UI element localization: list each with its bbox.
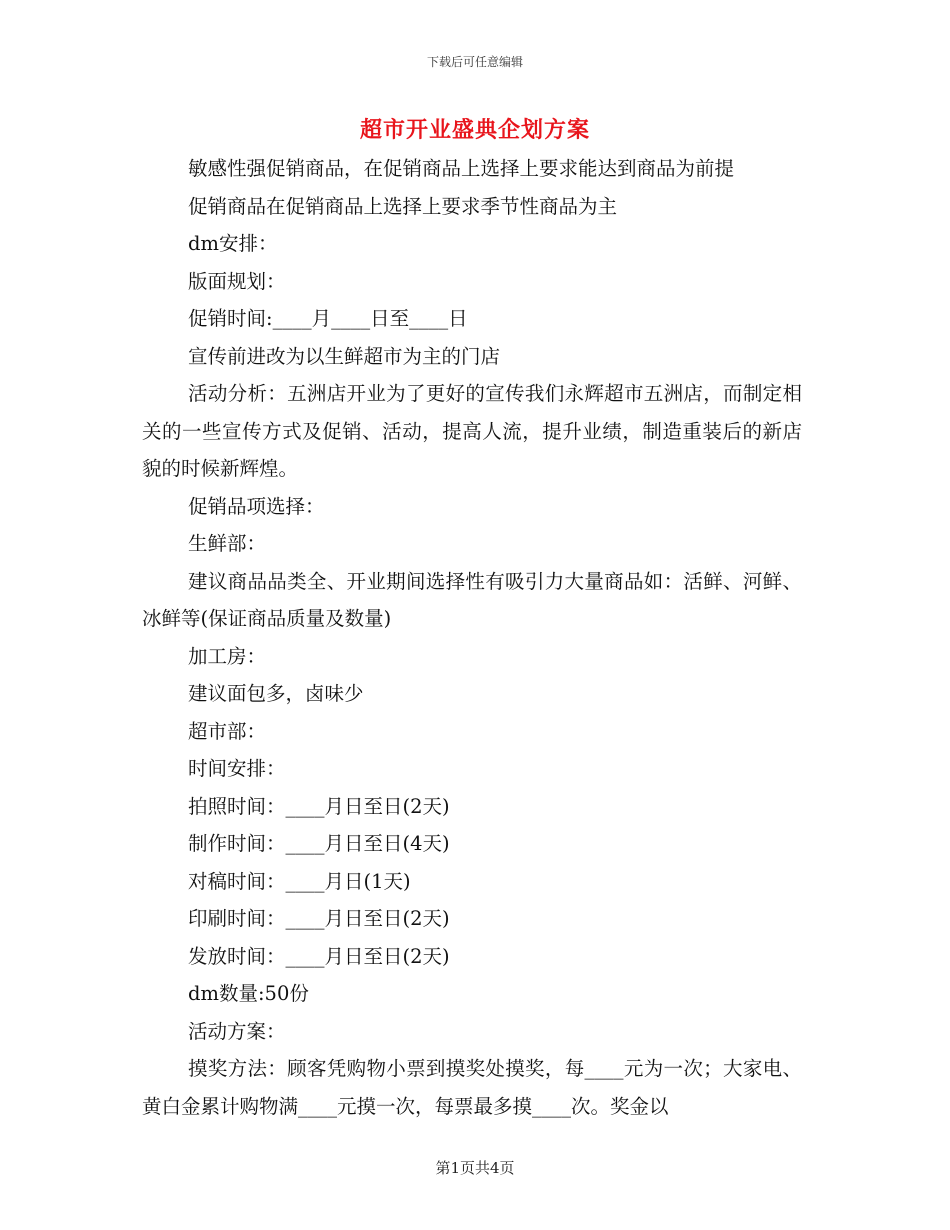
paragraph: 宣传前进改为以生鲜超市为主的门店 [188, 344, 501, 368]
paragraph: 发放时间：____月日至日(2天) [188, 944, 450, 968]
paragraph: 摸奖方法：顾客凭购物小票到摸奖处摸奖，每____元为一次；大家电、黄白金累计购物满____元摸一次，每票最多摸____次。奖金以 [142, 1057, 802, 1118]
paragraph: 超市部： [188, 719, 267, 743]
page-footer: 第1页共4页 [435, 1159, 515, 1177]
paragraph: 制作时间：____月日至日(4天) [188, 832, 450, 855]
paragraph: 版面规划： [188, 269, 286, 293]
document-body [142, 150, 802, 1125]
document-title: 超市开业盛典企划方案 [359, 117, 590, 143]
paragraph: 活动方案： [188, 1019, 286, 1043]
paragraph: 促销品项选择： [188, 494, 325, 518]
paragraph: 拍照时间：____月日至日(2天) [188, 794, 450, 818]
paragraph: 建议商品品类全、开业期间选择性有吸引力大量商品如：活鲜、河鲜、冰鲜等(保证商品质量及数量) [142, 569, 802, 630]
paragraph: 活动分析：五洲店开业为了更好的宣传我们永辉超市五洲店，而制定相关的一些宣传方式及促销、活动，提高人流，提升业绩，制造重装后的新店貌的时候新辉煌。 [142, 382, 802, 480]
paragraph: 加工房： [188, 644, 267, 668]
page-header: 下载后可任意编辑 [426, 55, 523, 69]
paragraph: 时间安排： [188, 757, 286, 780]
paragraph: 生鲜部： [188, 532, 267, 555]
paragraph: 促销商品在促销商品上选择上要求季节性商品为主 [188, 194, 618, 218]
paragraph: dm安排： [188, 232, 278, 255]
paragraph: 建议面包多，卤味少 [188, 682, 364, 705]
paragraph: dm数量:50份 [188, 982, 309, 1005]
paragraph: 促销时间:____月____日至____日 [188, 307, 468, 330]
paragraph: 印刷时间：____月日至日(2天) [188, 907, 450, 930]
paragraph: 敏感性强促销商品，在促销商品上选择上要求能达到商品为前提 [188, 157, 735, 180]
paragraph: 对稿时间：____月日(1天) [188, 869, 411, 893]
